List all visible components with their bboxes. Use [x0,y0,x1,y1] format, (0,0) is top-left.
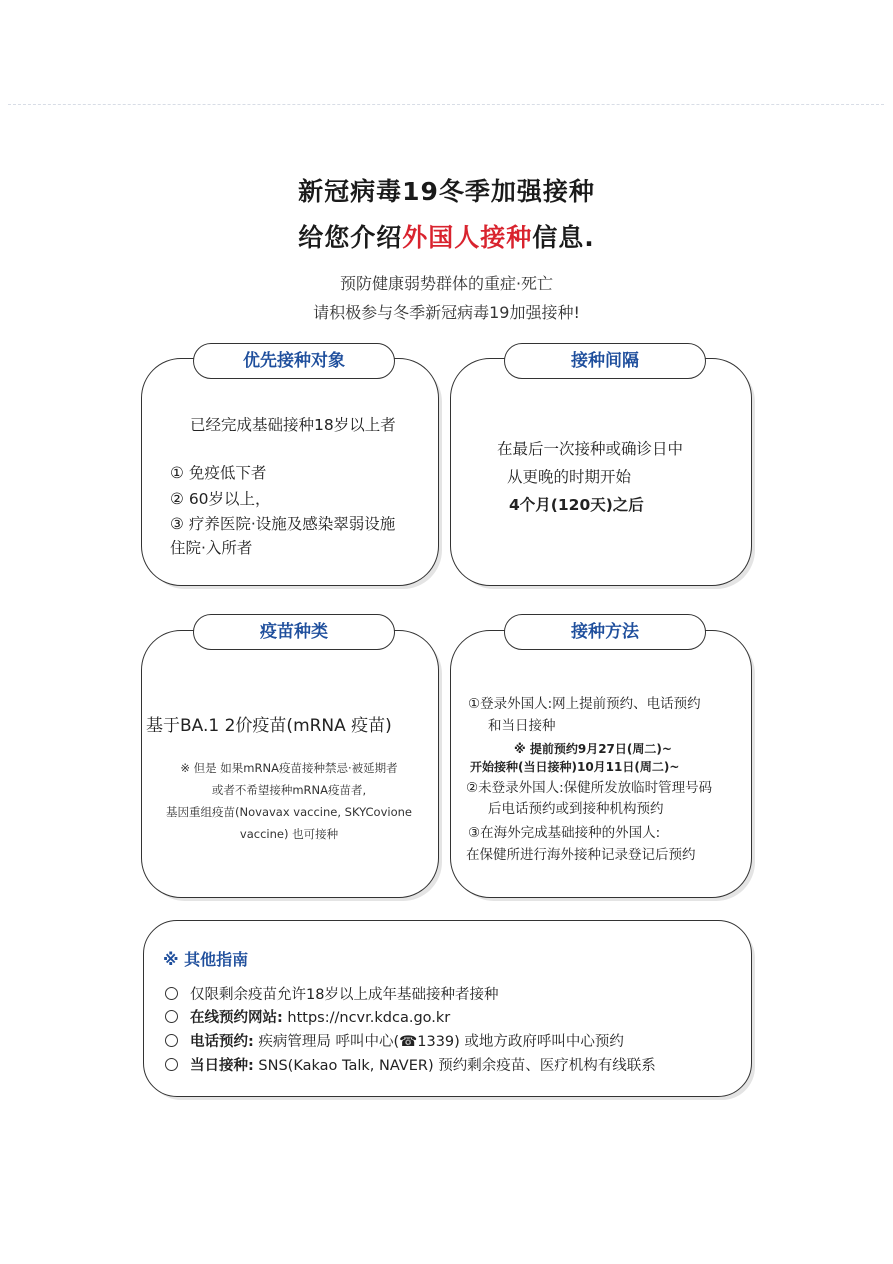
method-line: ※ 提前预约9月27日(周二)~ [514,742,672,756]
circle-bullet-icon [165,1034,178,1047]
subtitle-line2: 请积极参与冬季新冠病毒19加强接种! [313,303,580,322]
page-title: 新冠病毒19冬季加强接种 [298,177,595,206]
interval-line: 在最后一次接种或确诊日中 [497,440,684,458]
guide-item-text: SNS(Kakao Talk, NAVER) 预约剩余疫苗、医疗机构有线联系 [253,1058,656,1074]
title-part-c: 信息. [532,223,595,252]
priority-item: ② 60岁以上， [170,490,271,508]
interval-line: 4个月(120天)之后 [509,496,644,514]
vaccine-note [146,757,432,845]
guide-item [165,983,498,1004]
method-line: 在保健所进行海外接种记录登记后预约 [466,847,696,863]
priority-item: 住院·入所者 [170,539,253,557]
method-line: 后电话预约或到接种机构预约 [488,801,664,817]
title-highlight: 外国人接种 [402,223,533,252]
guide-item-text: 疾病管理局 呼叫中心(☎1339) 或地方政府呼叫中心预约 [253,1034,624,1050]
priority-intro: 已经完成基础接种18岁以上者 [190,416,396,434]
title-part-a: 给您介绍 [298,223,403,252]
page-title-line2 [0,218,893,254]
method-line: 和当日接种 [488,718,556,734]
circle-bullet-icon [165,1010,178,1023]
other-guide-title [163,947,248,970]
method-line: ③在海外完成基础接种的外国人: [468,825,661,841]
interval-tab: 接种间隔 [504,343,706,379]
guide-item-label: 在线预约网站: [190,1010,283,1026]
guide-item-text: https://ncvr.kdca.go.kr [282,1010,451,1026]
method-line: ②未登录外国人:保健所发放临时管理号码 [466,780,713,796]
vaccine-note-line: vaccine) 也可接种 [239,827,339,841]
guide-item [165,1006,450,1027]
circle-bullet-icon [165,1058,178,1071]
method-line: ①登录外国人:网上提前预约、电话预约 [468,696,701,712]
priority-tab: 优先接种对象 [193,343,395,379]
circle-bullet-icon [165,987,178,1000]
guide-item [165,1054,656,1075]
guide-item-label: 当日接种: [190,1058,254,1074]
vaccine-note-line: 基因重组疫苗(Novavax vaccine, SKYCovione [166,805,412,819]
guide-item [165,1030,624,1051]
method-tab: 接种方法 [504,614,706,650]
subtitle-line1: 预防健康弱势群体的重症·死亡 [339,274,554,293]
priority-item: ③ 疗养医院·设施及感染翠弱设施 [170,515,396,533]
vaccine-note-line: ※ 但是 如果mRNA疫苗接种禁忌·被延期者 [180,761,398,775]
guide-item-text: 仅限剩余疫苗允许18岁以上成年基础接种者接种 [190,987,499,1003]
priority-item: ① 免疫低下者 [170,464,267,482]
top-divider [8,104,884,105]
method-line: 开始接种(当日接种)10月11日(周二)~ [470,760,680,774]
interval-line: 从更晚的时期开始 [507,468,632,486]
vaccine-note-line: 或者不希望接种mRNA疫苗者, [211,783,367,797]
vaccine-tab: 疫苗种类 [193,614,395,650]
guide-item-label: 电话预约: [190,1034,254,1050]
vaccine-main: 基于BA.1 2价疫苗(mRNA 疫苗) [146,716,392,736]
other-guide-title-text: ※ 其他指南 [163,950,249,969]
